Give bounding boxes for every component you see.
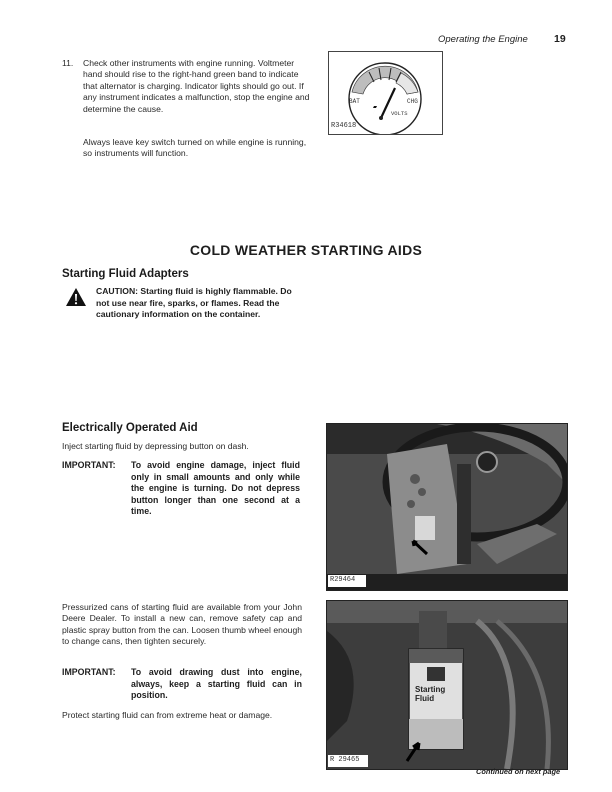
chg-label: CHG xyxy=(407,98,418,105)
voltmeter-figure xyxy=(328,51,443,135)
starting-fluid-can-photo xyxy=(326,600,568,770)
section-title: COLD WEATHER STARTING AIDS xyxy=(189,242,423,258)
can-label: Starting Fluid xyxy=(415,685,446,703)
important-note-1 xyxy=(62,460,300,518)
important-note-2 xyxy=(62,667,302,702)
volts-label: VOLTS xyxy=(391,110,408,117)
caution-text: CAUTION: Starting fluid is highly flammable. Do not use near fire, sparks, or flames. Read the cautionary information on the container. xyxy=(96,286,292,320)
electric-aid-intro: Inject starting fluid by depressing button on dash. xyxy=(62,441,249,451)
bat-label: BAT xyxy=(349,98,360,105)
protect-note: Protect starting fluid can from extreme heat or damage. xyxy=(62,710,273,720)
step-11 xyxy=(62,58,310,115)
key-switch-note: Always leave key switch turned on while engine is running, so instruments will function. xyxy=(83,137,307,159)
step-text: Check other instruments with engine running. Voltmeter hand should rise to the right-hand green band to indicate that alternator is charging. Indicator lights should go out. If any instrument indicates a malfunction, stop the engine and determine the cause. xyxy=(83,58,310,114)
dash-button-photo xyxy=(326,423,568,591)
page-number: 19 xyxy=(554,33,566,45)
important-label: IMPORTANT: xyxy=(62,460,116,470)
electric-aid-heading: Electrically Operated Aid xyxy=(62,422,198,434)
important-text-2: To avoid drawing dust into engine, always, keep a starting fluid can in position. xyxy=(131,667,302,701)
dash-photo-label: R29464 xyxy=(330,576,356,584)
step-number: 11. xyxy=(62,58,74,68)
continued-note: Continued on next page xyxy=(476,767,561,776)
engine-photo-label: R 29465 xyxy=(330,756,360,764)
dashboard-photo-icon xyxy=(327,424,567,590)
running-header: Operating the Engine xyxy=(438,34,528,45)
adapters-heading: Starting Fluid Adapters xyxy=(62,268,189,280)
gauge-figure-label: R34618 xyxy=(331,122,357,130)
important-label-2: IMPORTANT: xyxy=(62,667,116,677)
important-text: To avoid engine damage, inject fluid only in small amounts and only while the engine is turning. Do not depress button longer than one second at a time. xyxy=(131,460,300,517)
cans-paragraph: Pressurized cans of starting fluid are available from your John Deere Dealer. To install a new can, remove safety cap and plastic spray button from the can. Loosen thumb wheel enough to change cans, then tighten securely. xyxy=(62,602,302,647)
warning-triangle-icon xyxy=(65,287,87,307)
